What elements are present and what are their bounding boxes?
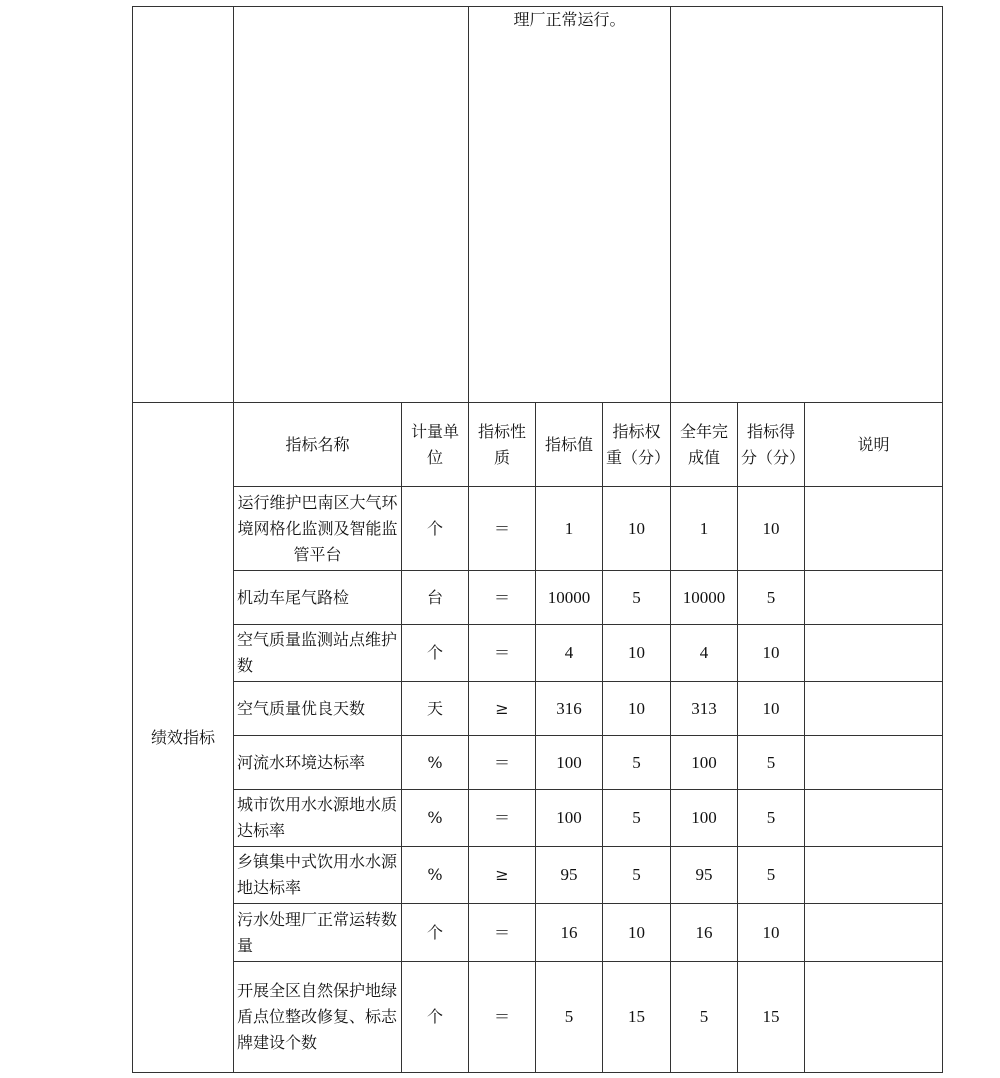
indicator-target: 100	[536, 736, 603, 790]
indicator-actual: 95	[671, 847, 738, 904]
top-text: 理厂正常运行。	[513, 10, 626, 29]
top-continuation-row	[133, 7, 943, 403]
header-name: 指标名称	[234, 403, 402, 487]
indicator-note	[805, 847, 943, 904]
header-unit: 计量单位	[402, 403, 469, 487]
indicator-target: 316	[536, 682, 603, 736]
header-actual: 全年完成值	[671, 403, 738, 487]
table-row	[133, 847, 943, 904]
indicator-target: 95	[536, 847, 603, 904]
indicator-nature: ＝	[469, 736, 536, 790]
indicator-weight: 10	[603, 487, 671, 571]
indicator-nature: ＝	[469, 487, 536, 571]
table-row	[133, 625, 943, 682]
category-cell	[133, 403, 234, 1073]
table-row	[133, 682, 943, 736]
header-nature: 指标性质	[469, 403, 536, 487]
indicator-weight: 10	[603, 625, 671, 682]
top-blank-cell	[234, 7, 469, 403]
indicator-nature: ＝	[469, 962, 536, 1073]
indicator-note	[805, 790, 943, 847]
top-category-cell	[133, 7, 234, 403]
indicator-name: 乡镇集中式饮用水水源地达标率	[234, 847, 402, 904]
indicator-note	[805, 571, 943, 625]
indicator-nature: ＝	[469, 904, 536, 962]
header-row	[133, 403, 943, 487]
header-score: 指标得分（分）	[738, 403, 805, 487]
indicator-score: 5	[738, 790, 805, 847]
header-note: 说明	[805, 403, 943, 487]
indicator-nature: ≥	[469, 682, 536, 736]
indicator-note	[805, 904, 943, 962]
indicator-name: 城市饮用水水源地水质达标率	[234, 790, 402, 847]
indicator-score: 10	[738, 487, 805, 571]
indicator-score: 10	[738, 904, 805, 962]
indicator-name: 污水处理厂正常运转数量	[234, 904, 402, 962]
indicator-actual: 5	[671, 962, 738, 1073]
indicator-nature: ＝	[469, 790, 536, 847]
indicator-actual: 10000	[671, 571, 738, 625]
indicator-name: 河流水环境达标率	[234, 736, 402, 790]
indicator-weight: 10	[603, 904, 671, 962]
indicator-target: 1	[536, 487, 603, 571]
indicator-score: 10	[738, 682, 805, 736]
table-row	[133, 904, 943, 962]
table-row	[133, 790, 943, 847]
indicator-note	[805, 962, 943, 1073]
indicator-weight: 5	[603, 790, 671, 847]
indicator-nature: ＝	[469, 571, 536, 625]
indicator-target: 16	[536, 904, 603, 962]
indicator-unit: %	[402, 790, 469, 847]
indicator-unit: 台	[402, 571, 469, 625]
indicator-actual: 313	[671, 682, 738, 736]
indicator-weight: 15	[603, 962, 671, 1073]
indicator-actual: 16	[671, 904, 738, 962]
indicator-score: 5	[738, 571, 805, 625]
category-label: 绩效指标	[150, 727, 215, 747]
indicator-name: 开展全区自然保护地绿盾点位整改修复、标志牌建设个数	[234, 962, 402, 1073]
indicator-score: 15	[738, 962, 805, 1073]
indicator-unit: %	[402, 736, 469, 790]
top-right-cell	[671, 7, 943, 403]
indicator-name: 运行维护巴南区大气环境网格化监测及智能监管平台	[234, 487, 402, 571]
indicator-actual: 1	[671, 487, 738, 571]
indicator-target: 10000	[536, 571, 603, 625]
indicator-name: 空气质量监测站点维护数	[234, 625, 402, 682]
table-row	[133, 571, 943, 625]
indicator-name: 空气质量优良天数	[234, 682, 402, 736]
top-text-cell	[469, 7, 671, 403]
indicator-actual: 100	[671, 736, 738, 790]
indicator-nature: ＝	[469, 625, 536, 682]
indicator-target: 5	[536, 962, 603, 1073]
indicator-unit: 个	[402, 962, 469, 1073]
indicator-weight: 5	[603, 847, 671, 904]
indicator-target: 4	[536, 625, 603, 682]
indicator-score: 5	[738, 736, 805, 790]
indicator-actual: 4	[671, 625, 738, 682]
indicator-note	[805, 625, 943, 682]
table-row	[133, 487, 943, 571]
indicator-note	[805, 682, 943, 736]
performance-table	[132, 6, 943, 1073]
indicator-unit: 个	[402, 625, 469, 682]
table-row	[133, 736, 943, 790]
indicator-weight: 5	[603, 736, 671, 790]
indicator-note	[805, 487, 943, 571]
indicator-target: 100	[536, 790, 603, 847]
indicator-nature: ≥	[469, 847, 536, 904]
header-target: 指标值	[536, 403, 603, 487]
indicator-score: 5	[738, 847, 805, 904]
indicator-name: 机动车尾气路检	[234, 571, 402, 625]
header-weight: 指标权重（分）	[603, 403, 671, 487]
indicator-unit: 个	[402, 904, 469, 962]
indicator-unit: 天	[402, 682, 469, 736]
indicator-weight: 5	[603, 571, 671, 625]
indicator-score: 10	[738, 625, 805, 682]
indicator-unit: 个	[402, 487, 469, 571]
indicator-unit: %	[402, 847, 469, 904]
indicator-weight: 10	[603, 682, 671, 736]
table-row	[133, 962, 943, 1073]
indicator-note	[805, 736, 943, 790]
indicator-actual: 100	[671, 790, 738, 847]
